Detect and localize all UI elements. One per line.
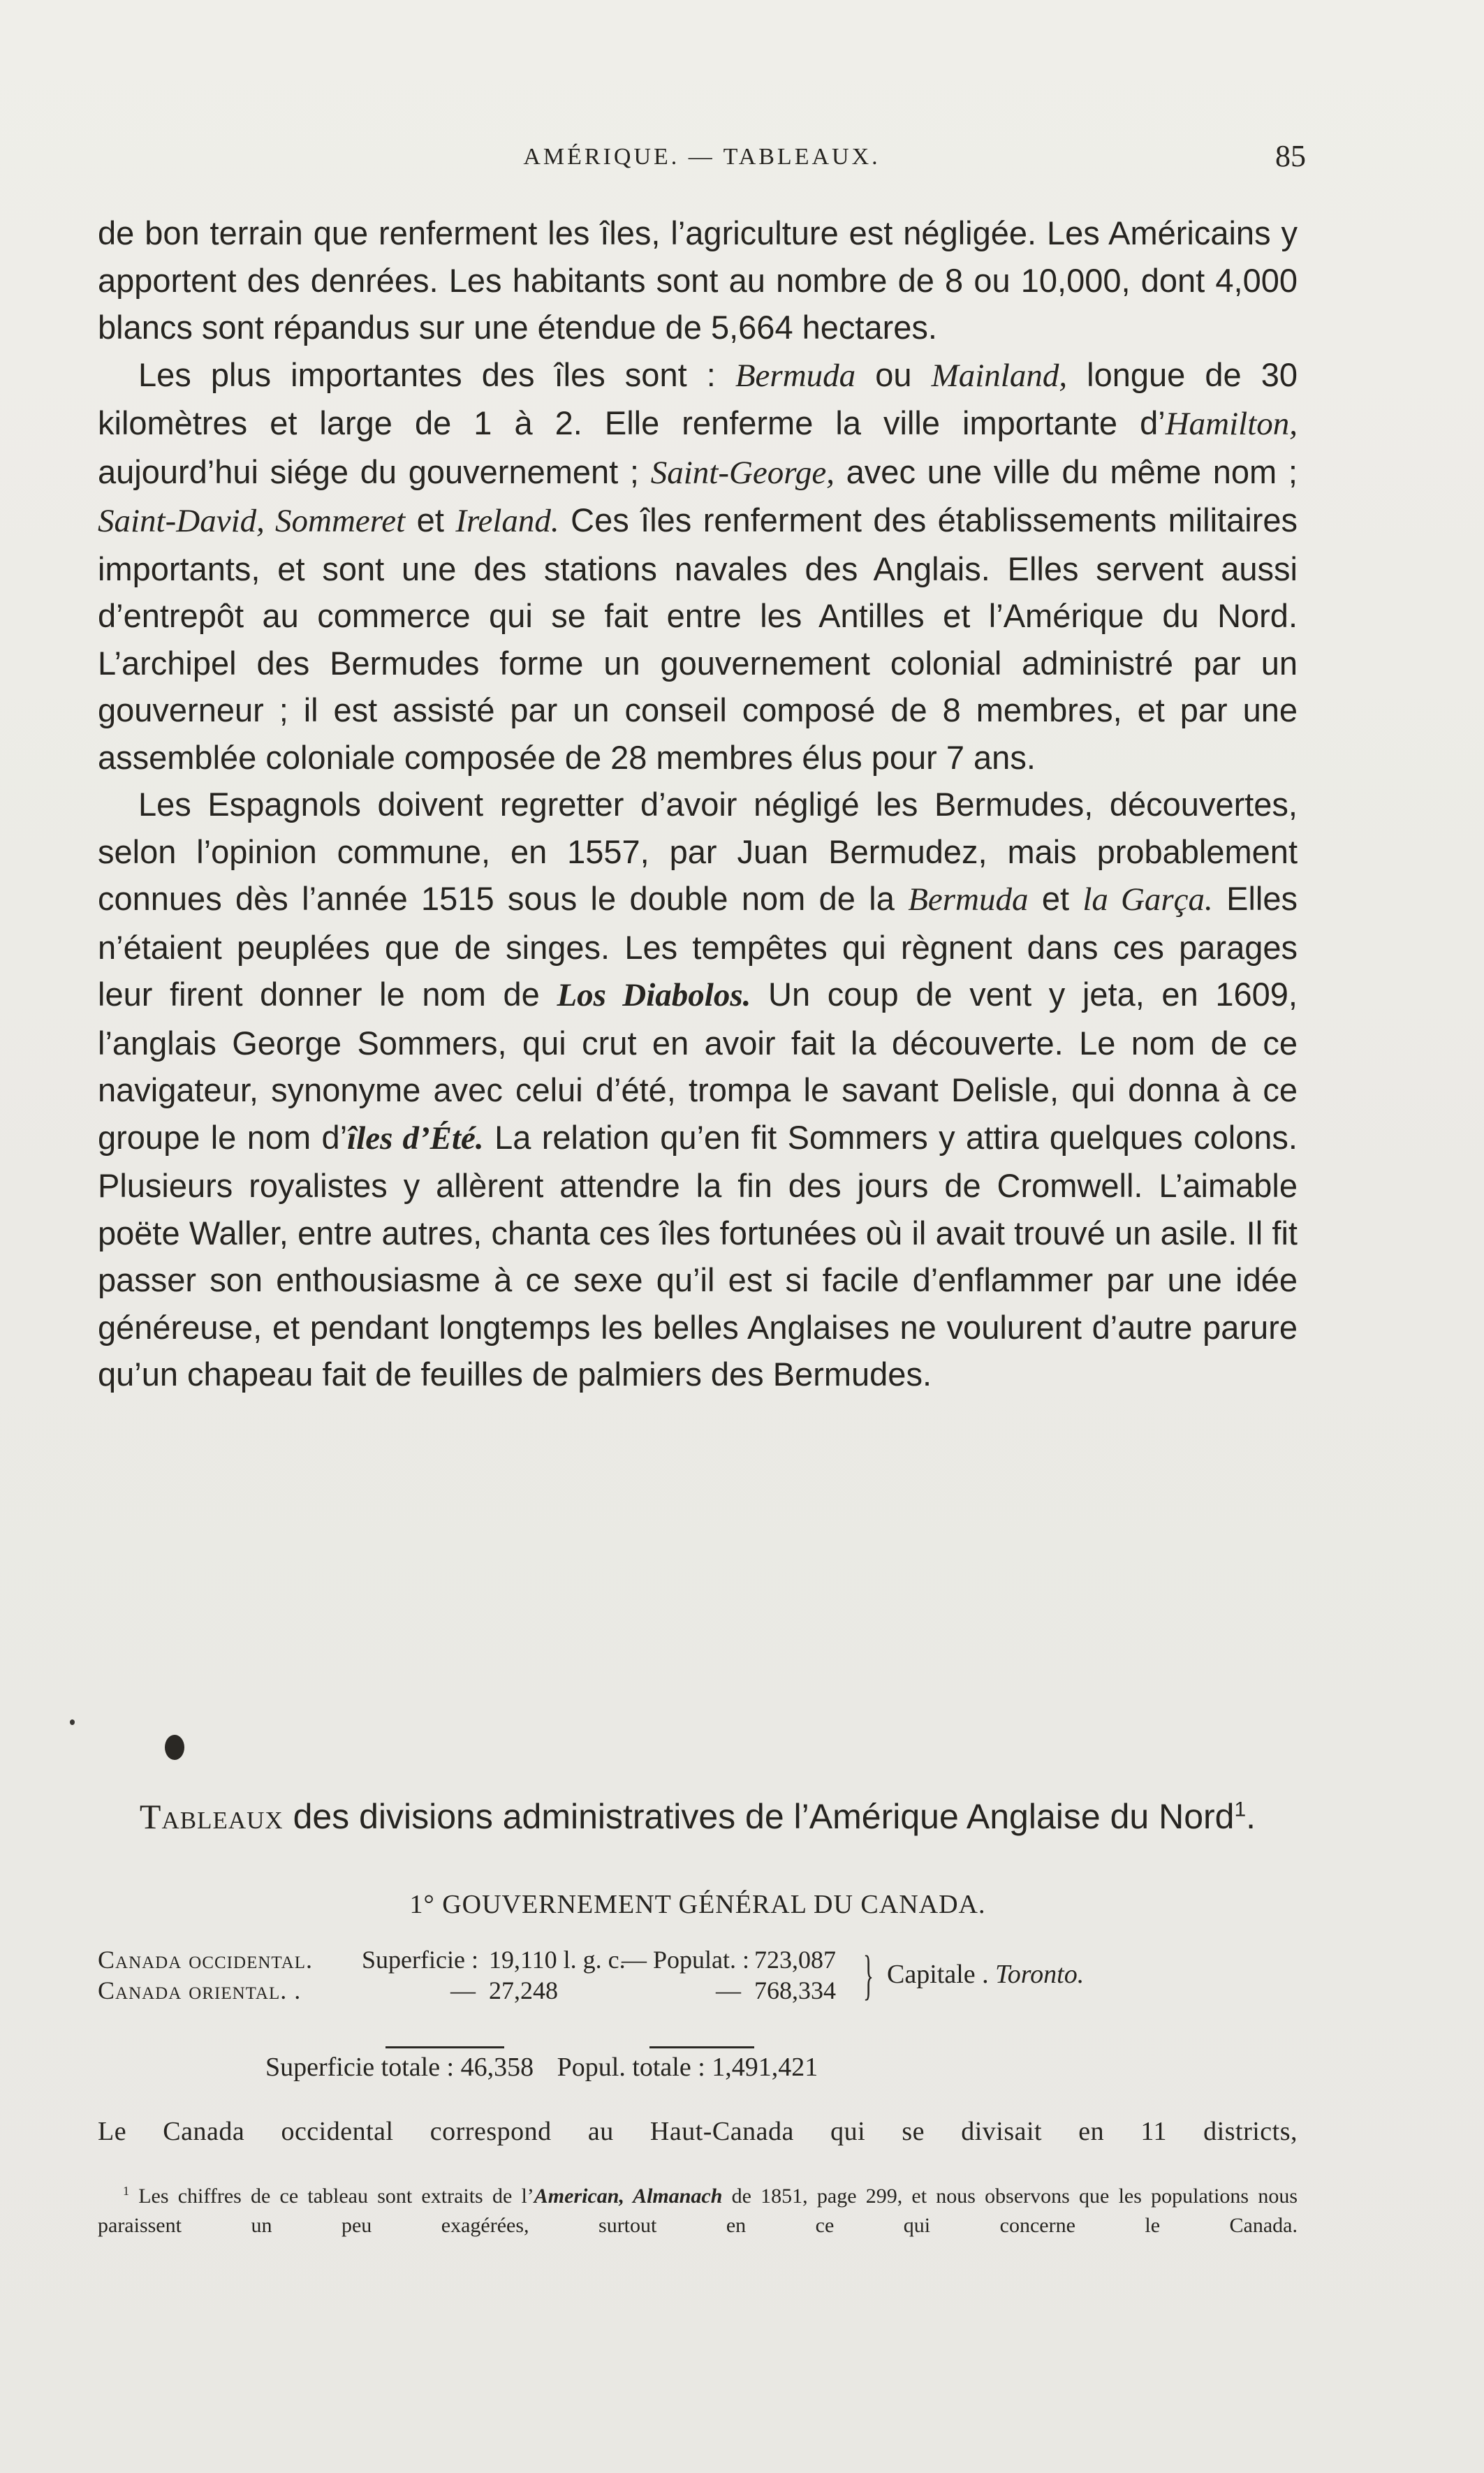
italic-term: Bermuda [908, 881, 1029, 918]
text-run: avec une ville du même nom ; [834, 453, 1298, 490]
running-head: AMÉRIQUE. — TABLEAUX. [523, 144, 881, 170]
text-run: Un coup de vent y jeta, en 1609, l’anglais George Sommers, qui crut en avoir fait la découverte. Le nom de ce navigateur, synonyme avec celui d’été, trompa le savant Delisle, qui donna à ce groupe le nom d’ [98, 976, 1298, 1156]
row-name: Canada oriental. . [98, 1976, 302, 2004]
superficie-totale: Superficie totale : 46,358 [265, 2053, 534, 2082]
text-run: et [1028, 880, 1083, 917]
italic-term: Saint-David, Sommeret [98, 503, 406, 539]
tableaux-rest: des divisions administratives de l’Amérique Anglaise du Nord [283, 1797, 1235, 1836]
text-run: de bon terrain que renferment les îles, l’agriculture est négligée. Les Américains y apportent des denrées. Les habitants sont au nombre de 8 ou 10,000, dont 4,000 blancs sont répandus sur une étendue de 5,664 hectares. [98, 214, 1298, 346]
footnote-ref: 1 [1234, 1798, 1247, 1821]
text-run: Les plus importantes des îles sont : [138, 355, 735, 393]
paragraph-2 [98, 351, 1298, 781]
section-title: 1° GOUVERNEMENT GÉNÉRAL DU CANADA. [409, 1890, 986, 1919]
footnote [98, 2176, 1298, 2240]
row-name: Canada occidental. [98, 1946, 313, 1974]
paragraph-1 [98, 210, 1298, 351]
sum-rule [649, 2046, 754, 2048]
text-run: ou [855, 355, 932, 393]
tableaux-lead: Tableaux [139, 1797, 284, 1836]
capitale [887, 1959, 1084, 1990]
italic-term: Bermuda [735, 357, 856, 394]
superficie-value: 19,110 l. g. c. [489, 1946, 626, 1974]
italic-term: Hamilton, [1165, 406, 1298, 442]
italic-term: Mainland, [931, 357, 1068, 394]
population-dash: — [716, 1976, 741, 2004]
tableaux-end: . [1246, 1797, 1256, 1836]
footnote-after: de 1851, page 299, et nous observons que les populations nous paraissent un peu exagérées, surtout en ce qui concerne le Canada. [98, 2185, 1298, 2237]
text-run: Ces îles renferment des établissements militaires importants, et sont une des stations navales des Anglais. Elles servent aussi d’entrepôt au commerce qui se fait entre les Antilles et l’Amérique du Nord. L’archipel des Bermudes forme un gouvernement colonial administré par un gouverneur ; il est assisté par un conseil composé de 8 membres, et par une assemblée coloniale composée de 28 membres élus pour 7 ans. [98, 501, 1298, 776]
population-value: 768,334 [754, 1976, 836, 2004]
capitale-label: Capitale . [887, 1960, 989, 1989]
text-run: longue de 30 kilomètres et large de 1 à 2. Elle renferme la ville importante d’ [98, 355, 1298, 441]
italic-term: Saint-George, [650, 454, 835, 491]
text-run: et [405, 501, 456, 538]
footnote-before: Les chiffres de ce tableau sont extraits de l’ [129, 2185, 534, 2208]
text-run: Elles n’étaient peuplées que de singes. Les tempêtes qui règnent dans ces parages leur firent donner le nom de [98, 880, 1298, 1013]
population-label: — Populat. : [622, 1946, 750, 1974]
brace: } [863, 1944, 874, 2005]
paragraph-3 [98, 781, 1298, 1398]
population-totale: Popul. totale : 1,491,421 [557, 2053, 818, 2082]
superficie-label: Superficie : [362, 1946, 478, 1974]
closing-line: Le Canada occidental correspond au Haut-Canada qui se divisait en 11 districts, [98, 2117, 1298, 2146]
text-run: La relation qu’en fit Sommers y attira quelques colons. Plusieurs royalistes y allèrent attendre la fin des jours de Cromwell. L’aimable poëte Waller, entre autres, chanta ces îles fortunées où il avait trouvé un asile. Il fit passer son enthousiasme à ce sexe qu’il est si facile d’enflammer par une idée généreuse, et pendant longtemps les belles Anglaises ne voulurent d’autre parure qu’un chapeau fait de feuilles de palmiers des Bermudes. [98, 1118, 1298, 1393]
italic-term: îles d’Été. [347, 1120, 484, 1157]
italic-term: Los Diabolos. [557, 977, 751, 1013]
body-text [98, 210, 1298, 1398]
superficie-dash: — [450, 1976, 476, 2004]
capitale-city: Toronto. [995, 1960, 1085, 1989]
sum-rule [385, 2046, 504, 2048]
italic-term: Ireland. [455, 503, 559, 539]
page-header [98, 138, 1306, 180]
footnote-text [98, 2176, 1298, 2240]
ink-speck [70, 1719, 75, 1725]
footnote-mark: 1 [123, 2184, 129, 2198]
footnote-source: American, Almanach [534, 2185, 723, 2208]
tableaux-heading [98, 1796, 1298, 1837]
page-number: 85 [1275, 139, 1306, 173]
italic-term: la Garça. [1082, 881, 1213, 918]
text-run: aujourd’hui siége du gouvernement ; [98, 453, 651, 490]
population-value: 723,087 [754, 1946, 836, 1974]
superficie-value: 27,248 [489, 1976, 558, 2004]
totals-line [265, 2052, 835, 2083]
ornament-dot [165, 1735, 184, 1760]
canada-table [98, 1945, 1298, 2050]
text-run: Les Espagnols doivent regretter d’avoir négligé les Bermudes, découvertes, selon l’opinion commune, en 1557, par Juan Bermudez, mais probablement connues dès l’année 1515 sous le double nom de la [98, 786, 1298, 917]
